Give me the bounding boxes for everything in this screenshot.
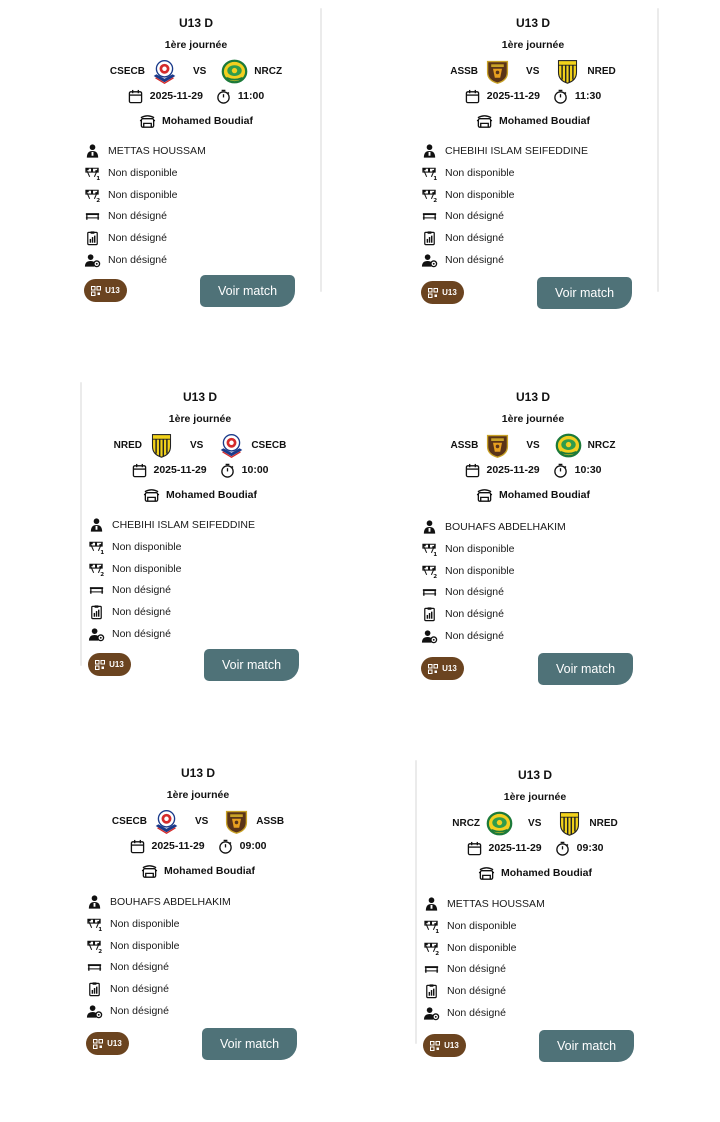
voir-match-button[interactable]: Voir match [200,275,295,307]
category-title: U13 D [182,390,217,404]
flags-1-icon [86,916,103,932]
flags-2-icon [423,940,440,956]
svg-text:1: 1 [435,929,440,934]
matchup [421,430,645,460]
bench-icon [88,582,105,598]
svg-text:2: 2 [98,949,103,954]
commissioner-row [423,983,506,999]
match-card [86,758,310,1054]
stopwatch-icon [218,839,233,854]
badge-label: U13 [444,1041,459,1050]
bench-icon [86,959,103,975]
fourth-official-status: Non désigné [445,586,504,598]
assistant-1-row [421,165,514,181]
calendar-icon [128,89,143,104]
date-time-row [84,88,308,104]
vs-label: VS [526,65,540,77]
category-title: U13 D [515,390,550,404]
assistant-1-row [88,539,181,555]
svg-text:2: 2 [435,951,440,956]
flags-2-icon [421,187,438,203]
badge-label: U13 [442,288,457,297]
fourth-official-row [421,584,504,600]
match-time: 10:00 [241,464,269,476]
category-title: U13 D [180,766,215,780]
delegate-status: Non désigné [445,254,504,266]
commissioner-status: Non désigné [112,606,171,618]
venue-name: Mohamed Boudiaf [501,867,592,879]
match-date: 2025-11-29 [153,464,207,476]
svg-text:2: 2 [96,198,101,203]
calendar-icon [130,839,145,854]
match-date: 2025-11-29 [486,464,540,476]
assistant-1-status: Non disponible [110,918,180,930]
fourth-official-status: Non désigné [445,210,504,222]
assistant-1-row [84,165,177,181]
calendar-icon [467,841,482,856]
nrcz-logo-icon [486,810,513,837]
away-team-name: NRED [589,817,618,829]
svg-text:1: 1 [100,550,105,555]
fourth-official-row [88,582,171,598]
flags-1-icon [421,165,438,181]
qr-code-icon [428,288,438,298]
assistant-1-status: Non disponible [447,920,517,932]
matchup [423,808,647,838]
badge-label: U13 [105,286,120,295]
clipboard-icon [421,230,438,246]
assistant-2-row [86,938,179,954]
venue-row [423,864,647,882]
assistant-1-status: Non disponible [108,167,178,179]
venue-row [86,862,310,880]
stadium-icon [478,865,495,882]
stadium-icon [476,113,493,130]
fourth-official-status: Non désigné [108,210,167,222]
date-time-row [421,88,645,104]
delegate-row [84,252,167,268]
calendar-icon [465,89,480,104]
match-time: 11:30 [574,90,602,102]
flags-1-icon [84,165,101,181]
flags-2-icon [86,938,103,954]
stadium-icon [141,863,158,880]
away-team-name: NRCZ [587,439,616,451]
clipboard-icon [84,230,101,246]
assistant-2-status: Non disponible [108,189,178,201]
delegate-status: Non désigné [112,628,171,640]
delegate-status: Non désigné [110,1005,169,1017]
assb-logo-icon [484,58,511,85]
referee-icon [88,517,105,533]
delegate-row [88,626,171,642]
commissioner-status: Non désigné [108,232,167,244]
vs-label: VS [528,817,542,829]
assistant-2-status: Non disponible [445,565,515,577]
venue-name: Mohamed Boudiaf [164,865,255,877]
svg-text:1: 1 [96,176,101,181]
qr-code-icon [95,660,105,670]
round-label: 1ère journée [503,791,567,803]
venue-row [421,112,645,130]
voir-match-button[interactable]: Voir match [539,1030,634,1062]
fourth-official-status: Non désigné [112,584,171,596]
assistant-1-row [86,916,179,932]
assistant-2-row [421,563,514,579]
assistant-2-row [423,940,516,956]
commissioner-status: Non désigné [445,232,504,244]
user-settings-icon [421,252,438,268]
category-title: U13 D [178,16,213,30]
user-settings-icon [423,1005,440,1021]
delegate-row [421,252,504,268]
match-card [421,382,645,678]
fourth-official-row [86,959,169,975]
match-card [88,382,312,678]
commissioner-row [86,981,169,997]
match-time: 09:00 [239,840,267,852]
venue-row [88,486,312,504]
venue-name: Mohamed Boudiaf [499,115,590,127]
stadium-icon [139,113,156,130]
bench-icon [421,208,438,224]
referee-row [86,894,231,910]
nred-logo-icon [554,58,581,85]
match-date: 2025-11-29 [488,842,542,854]
card-edge [415,760,417,1044]
assistant-2-status: Non disponible [110,940,180,952]
user-settings-icon [88,626,105,642]
user-settings-icon [421,628,438,644]
voir-match-button[interactable]: Voir match [537,277,632,309]
commissioner-row [88,604,171,620]
bench-icon [423,961,440,977]
vs-label: VS [194,815,209,827]
away-team-name: ASSB [256,815,285,827]
clipboard-icon [86,981,103,997]
referee-row [423,896,545,912]
card-edge [320,8,322,292]
referee-name: CHEBIHI ISLAM SEIFEDDINE [445,145,588,157]
round-label: 1ère journée [164,39,228,51]
delegate-status: Non désigné [447,1007,506,1019]
assistant-2-row [88,561,181,577]
commissioner-status: Non désigné [447,985,506,997]
qr-code-icon [428,664,438,674]
category-title: U13 D [515,16,550,30]
matchup [88,430,312,460]
round-label: 1ère journée [166,789,230,801]
date-time-row [88,462,312,478]
referee-name: METTAS HOUSSAM [108,145,206,157]
referee-name: CHEBIHI ISLAM SEIFEDDINE [112,519,255,531]
clipboard-icon [423,983,440,999]
csecb-logo-icon [151,58,178,85]
svg-text:1: 1 [98,927,103,932]
home-team-name: NRED [113,439,142,451]
qr-code-icon [93,1039,103,1049]
fourth-official-status: Non désigné [447,963,506,975]
qr-code-icon [430,1041,440,1051]
assistant-2-row [84,187,177,203]
clipboard-icon [88,604,105,620]
clipboard-icon [421,606,438,622]
user-settings-icon [84,252,101,268]
referee-row [84,143,206,159]
nrcz-logo-icon [221,58,248,85]
referee-icon [423,896,440,912]
referee-icon [86,894,103,910]
commissioner-row [421,230,504,246]
svg-text:2: 2 [100,572,105,577]
date-time-row [423,840,647,856]
match-card [421,8,645,304]
commissioner-status: Non désigné [110,983,169,995]
badge-label: U13 [109,660,124,669]
assistant-1-status: Non disponible [112,541,182,553]
flags-2-icon [88,561,105,577]
flags-1-icon [421,541,438,557]
stopwatch-icon [553,89,568,104]
csecb-logo-icon [153,808,180,835]
assistant-1-status: Non disponible [445,167,515,179]
delegate-row [423,1005,506,1021]
delegate-status: Non désigné [108,254,167,266]
match-card [84,8,308,304]
svg-text:2: 2 [433,574,438,579]
venue-name: Mohamed Boudiaf [499,489,590,501]
voir-match-button[interactable]: Voir match [204,649,299,681]
badge-label: U13 [442,664,457,673]
round-label: 1ère journée [501,413,565,425]
match-date: 2025-11-29 [149,90,203,102]
assistant-2-status: Non disponible [447,942,517,954]
csecb-logo-icon [218,432,245,459]
home-team-name: NRCZ [452,817,481,829]
delegate-status: Non désigné [445,630,504,642]
badge-label: U13 [107,1039,122,1048]
commissioner-status: Non désigné [445,608,504,620]
stadium-icon [476,487,493,504]
commissioner-row [421,606,504,622]
bench-icon [421,584,438,600]
assistant-1-status: Non disponible [445,543,515,555]
matchup [84,56,308,86]
stopwatch-icon [555,841,570,856]
venue-name: Mohamed Boudiaf [162,115,253,127]
category-badge [84,279,127,302]
assb-logo-icon [223,808,250,835]
nred-logo-icon [556,810,583,837]
round-label: 1ère journée [168,413,232,425]
category-badge [421,657,464,680]
fourth-official-status: Non désigné [110,961,169,973]
category-badge [421,281,464,304]
card-edge [657,8,659,292]
vs-label: VS [189,439,204,451]
date-time-row [421,462,645,478]
svg-text:1: 1 [433,552,438,557]
referee-icon [421,143,438,159]
category-badge [86,1032,129,1055]
referee-row [88,517,255,533]
referee-icon [84,143,101,159]
match-time: 09:30 [576,842,604,854]
nred-logo-icon [148,432,175,459]
venue-row [84,112,308,130]
nrcz-logo-icon [555,432,582,459]
venue-row [421,486,645,504]
calendar-icon [132,463,147,478]
assistant-2-row [421,187,514,203]
match-date: 2025-11-29 [486,90,540,102]
vs-label: VS [526,439,540,451]
svg-text:1: 1 [433,176,438,181]
voir-match-button[interactable]: Voir match [538,653,633,685]
vs-label: VS [192,65,207,77]
home-team-name: CSECB [111,815,147,827]
referee-name: BOUHAFS ABDELHAKIM [110,896,231,908]
home-team-name: ASSB [450,439,479,451]
date-time-row [86,838,310,854]
stopwatch-icon [216,89,231,104]
flags-1-icon [423,918,440,934]
stopwatch-icon [553,463,568,478]
category-title: U13 D [517,768,552,782]
assistant-1-row [421,541,514,557]
delegate-row [421,628,504,644]
fourth-official-row [423,961,506,977]
away-team-name: NRCZ [254,65,283,77]
assistant-1-row [423,918,516,934]
home-team-name: CSECB [109,65,145,77]
assistant-2-status: Non disponible [445,189,515,201]
category-badge [423,1034,466,1057]
home-team-name: ASSB [450,65,479,77]
away-team-name: CSECB [251,439,287,451]
stopwatch-icon [220,463,235,478]
away-team-name: NRED [587,65,616,77]
matchup [421,56,645,86]
commissioner-row [84,230,167,246]
assistant-2-status: Non disponible [112,563,182,575]
referee-name: BOUHAFS ABDELHAKIM [445,521,566,533]
fourth-official-row [84,208,167,224]
fourth-official-row [421,208,504,224]
calendar-icon [465,463,480,478]
bench-icon [84,208,101,224]
referee-row [421,143,588,159]
flags-2-icon [421,563,438,579]
svg-text:2: 2 [433,198,438,203]
card-edge [80,382,82,666]
assb-logo-icon [484,432,511,459]
voir-match-button[interactable]: Voir match [202,1028,297,1060]
match-card [423,760,647,1056]
qr-code-icon [91,286,101,296]
user-settings-icon [86,1003,103,1019]
delegate-row [86,1003,169,1019]
category-badge [88,653,131,676]
referee-icon [421,519,438,535]
round-label: 1ère journée [501,39,565,51]
flags-1-icon [88,539,105,555]
venue-name: Mohamed Boudiaf [166,489,257,501]
stadium-icon [143,487,160,504]
referee-name: METTAS HOUSSAM [447,898,545,910]
match-time: 11:00 [237,90,265,102]
referee-row [421,519,566,535]
match-time: 10:30 [574,464,602,476]
match-date: 2025-11-29 [151,840,205,852]
flags-2-icon [84,187,101,203]
matchup [86,806,310,836]
